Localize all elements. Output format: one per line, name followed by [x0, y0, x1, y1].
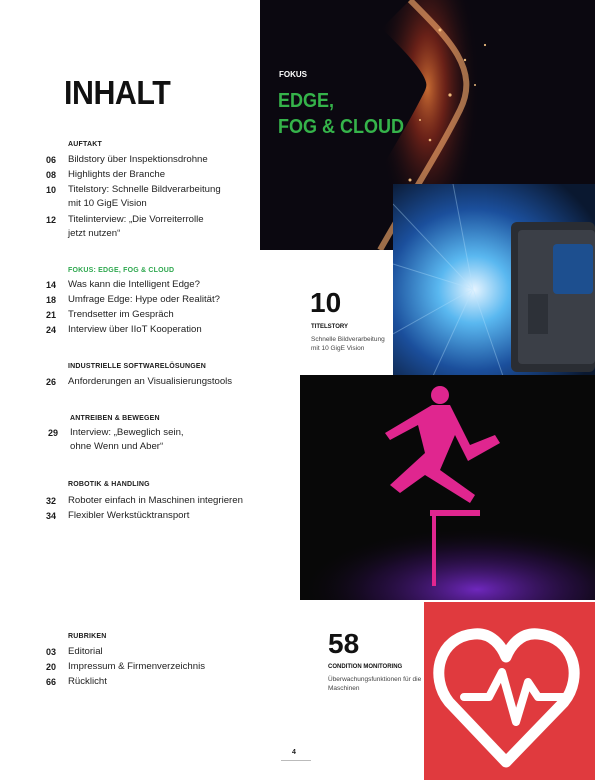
toc-entry[interactable]: [46, 509, 286, 523]
toc-page: 34: [46, 511, 57, 521]
toc-text: Impressum & Firmenverzeichnis: [68, 661, 206, 672]
toc-text: Interview: „Beweglich sein, ohne Wenn und Aber“: [70, 427, 184, 452]
toc-page: 14: [46, 280, 57, 290]
toc-text: Highlights der Branche: [68, 169, 166, 180]
toc-entry[interactable]: [46, 213, 276, 241]
hurdler-image: [300, 375, 595, 600]
toc-text: Editorial: [68, 646, 103, 657]
toc-page: 03: [46, 647, 57, 657]
toc-page: 20: [46, 662, 57, 672]
toc-page: 12: [46, 215, 57, 225]
titelstory-number: 10: [310, 287, 342, 318]
page-title: INHALT: [64, 74, 171, 111]
toc-entry[interactable]: [46, 645, 276, 659]
camera-image: [393, 184, 595, 376]
condition-monitoring-heading: CONDITION MONITORING: [328, 664, 403, 670]
toc-entry[interactable]: [46, 308, 276, 322]
fokus-title: EDGE, FOG & CLOUD: [278, 90, 404, 138]
titelstory-description: Schnelle Bildverarbeitung mit 10 GigE Vision: [311, 336, 385, 352]
toc-entry[interactable]: [46, 168, 276, 182]
toc-text: Trendsetter im Gespräch: [68, 309, 174, 320]
toc-page: 29: [48, 428, 59, 438]
heart-image: [424, 602, 595, 780]
heart-pulse-icon: [424, 602, 595, 780]
condition-monitoring-description: Überwachungsfunktionen für die Maschinen: [328, 676, 422, 692]
toc-entry[interactable]: [46, 183, 276, 211]
hurdler-illustration: [300, 375, 595, 600]
toc-entry[interactable]: [46, 675, 276, 689]
toc-text: Umfrage Edge: Hype oder Realität?: [68, 294, 220, 305]
toc-entry[interactable]: [46, 375, 276, 389]
toc-text: Flexibler Werkstücktransport: [68, 510, 190, 521]
toc-page: 24: [46, 325, 57, 335]
section-heading-rubriken: RUBRIKEN: [68, 633, 107, 640]
page-number: 4: [292, 749, 296, 756]
toc-text: Bildstory über Inspektionsdrohne: [68, 154, 208, 165]
toc-page: 18: [46, 295, 57, 305]
toc-page: 10: [46, 185, 57, 195]
toc-page: 06: [46, 155, 57, 165]
toc-text: Anforderungen an Visualisierungstools: [68, 376, 233, 387]
toc-text: Interview über IIoT Kooperation: [68, 324, 202, 335]
toc-page: 66: [46, 677, 57, 687]
camera-illustration: [393, 184, 595, 376]
toc-entry[interactable]: [46, 153, 276, 167]
footer-divider: [281, 760, 311, 761]
section-heading-robotik: ROBOTIK & HANDLING: [68, 481, 150, 488]
condition-monitoring-number: 58: [328, 628, 360, 659]
toc-page: 32: [46, 496, 57, 506]
toc-text: Rücklicht: [68, 676, 107, 687]
section-heading-fokus: FOKUS: EDGE, FOG & CLOUD: [68, 267, 175, 274]
titelstory-heading: TITELSTORY: [311, 324, 349, 330]
section-heading-software: INDUSTRIELLE SOFTWARELÖSUNGEN: [68, 363, 207, 370]
toc-entry[interactable]: [46, 278, 276, 292]
section-heading-auftakt: AUFTAKT: [68, 141, 102, 148]
toc-text: Titelstory: Schnelle Bildverarbeitung mit 10 GigE Vision: [68, 184, 221, 209]
toc-text: Was kann die Intelligent Edge?: [68, 279, 200, 290]
toc-text: Roboter einfach in Maschinen integrieren: [68, 495, 243, 506]
toc-entry[interactable]: [46, 293, 276, 307]
fokus-label: FOKUS: [279, 70, 307, 79]
toc-page: 26: [46, 377, 57, 387]
toc-entry[interactable]: [46, 494, 286, 508]
toc-text: Titelinterview: „Die Vorreiterrolle jetzt nutzen“: [68, 214, 204, 239]
toc-entry[interactable]: [46, 323, 276, 337]
toc-entry[interactable]: [46, 660, 276, 674]
toc-entry[interactable]: [48, 426, 278, 454]
toc-page: 21: [46, 310, 57, 320]
toc-page: 08: [46, 170, 57, 180]
section-heading-antreiben: ANTREIBEN & BEWEGEN: [70, 415, 160, 422]
